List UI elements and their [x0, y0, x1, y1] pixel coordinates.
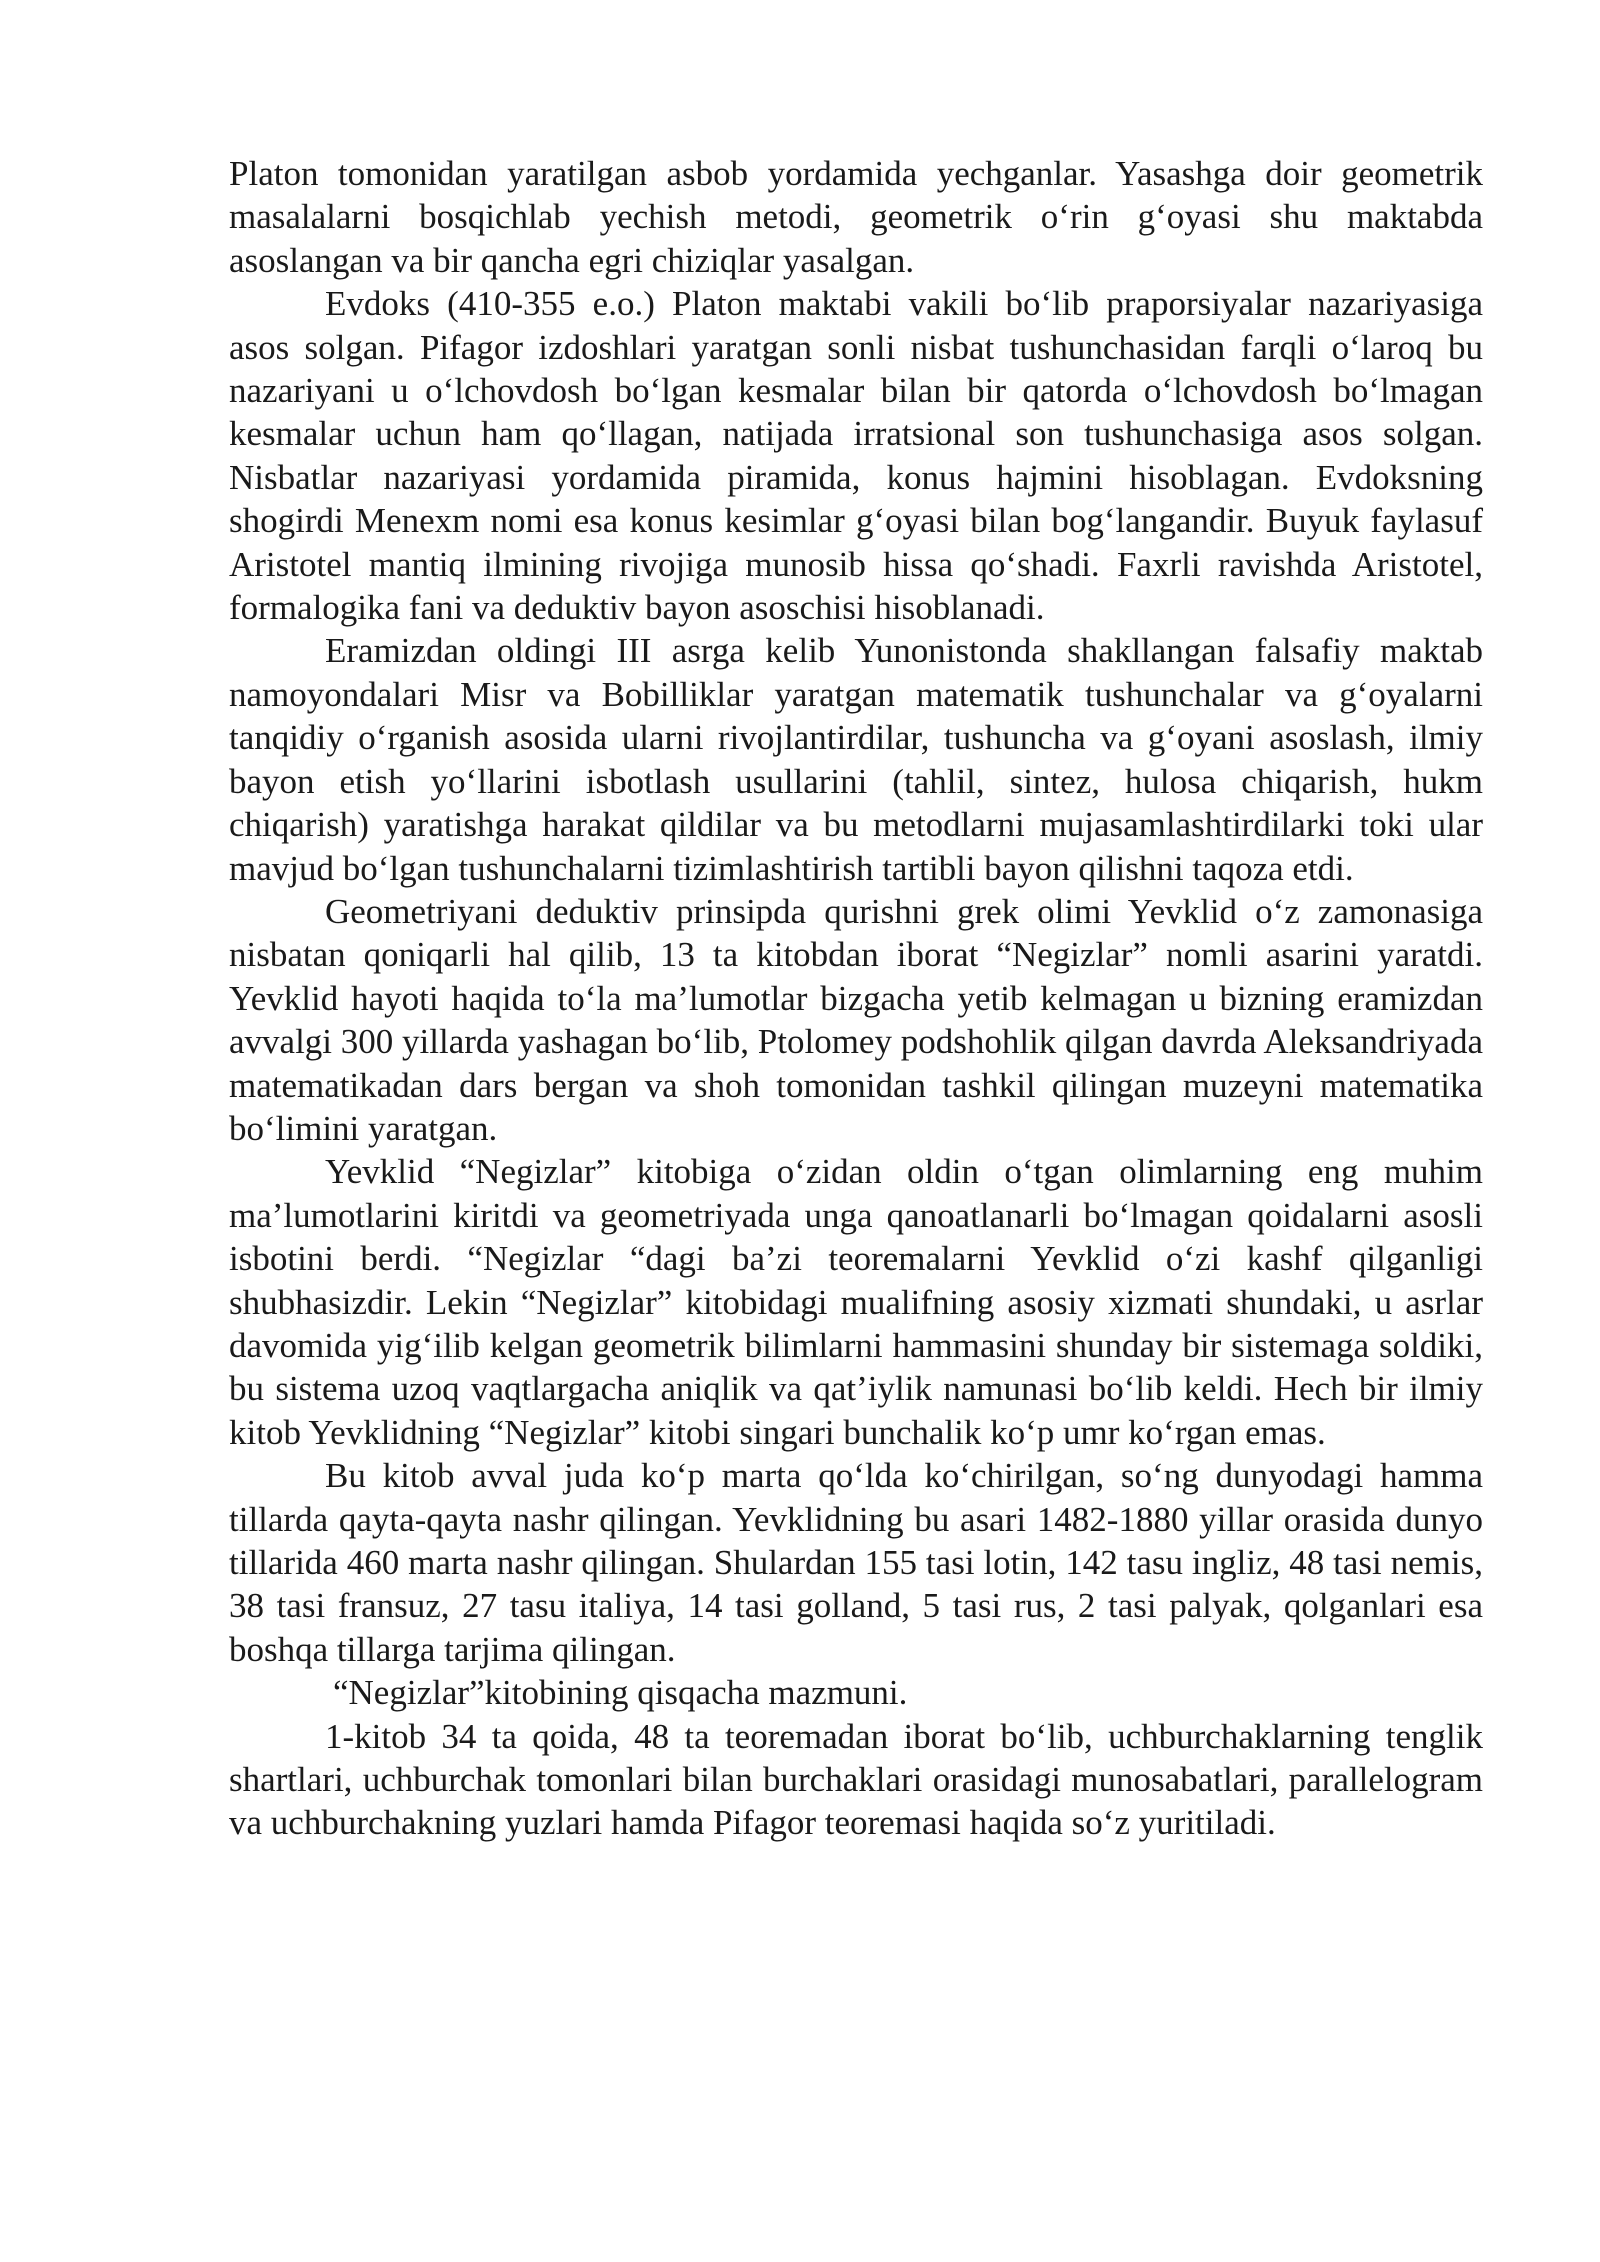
paragraph-platon-school: Platon tomonidan yaratilgan asbob yordamida yechganlar. Yasashga doir geometrik masalalarni bosqichlab yechish metodi, geometrik o‘rin g‘oyasi shu maktabda asoslangan va bir qancha egri chiziqlar yasalgan. — [229, 154, 1483, 280]
paragraph-book-one: 1-kitob 34 ta qoida, 48 ta teoremadan iborat bo‘lib, uchburchaklarning tenglik shartlari, uchburchak tomonlari bilan burchaklari orasidagi munosabatlari, parallelogram va uchburchakning yuzlari hamda Pifagor teoremasi haqida so‘z yuritiladi. — [229, 1716, 1483, 1843]
paragraph-greek-philosophy: Eramizdan oldingi III asrga kelib Yunonistonda shakllangan falsafiy maktab namoyondalari Misr va Bobilliklar yaratgan matematik tushunchalar va g‘oyalarni tanqidiy o‘rganish asosida ularni rivojlantirdilar, tushuncha va g‘oyani asoslash, ilmiy bayon etish yo‘llarini isbotlash usullarini (tahlil, sintez, hulosa chiqarish, hukm chiqarish) yaratishga harakat qildilar va bu metodlarni mujasamlashtirdilarki toki ular mavjud bo‘lgan tushunchalarni tizimlashtirish tartibli bayon qilishni taqoza etdi. — [229, 631, 1483, 888]
paragraph-evdoks: Evdoks (410-355 e.o.) Platon maktabi vakili bo‘lib praporsiyalar nazariyasiga asos solgan. Pifagor izdoshlari yaratgan sonli nisbat tushunchasidan farqli o‘laroq bu nazariyani u o‘lchovdosh bo‘lgan kesmalar bilan bir qatorda o‘lchovdosh bo‘lmagan kesmalar uchun ham qo‘llagan, natijada irratsional son tushunchasiga asos solgan. Nisbatlar nazariyasi yordamida piramida, konus hajmini hisoblagan. Evdoksning shogirdi Menexm nomi esa konus kesimlar g‘oyasi bilan bog‘langandir. Buyuk faylasuf Aristotel mantiq ilmining rivojiga munosib hissa qo‘shadi. Faxrli ravishda Aristotel, formalogika fani va deduktiv bayon asoschisi hisoblanadi. — [229, 284, 1483, 628]
document-page — [229, 152, 1483, 1845]
paragraph-publication-history: Bu kitob avval juda ko‘p marta qo‘lda ko‘chirilgan, so‘ng dunyodagi hamma tillarda qayta-qayta nashr qilingan. Yevklidning bu asari 1482-1880 yillar orasida dunyo tillarida 460 marta nashr qilingan. Shulardan 155 tasi lotin, 142 tasu ingliz, 48 tasi nemis, 38 tasi fransuz, 27 tasu italiya, 14 tasi golland, 5 tasi rus, 2 tasi palyak, qolganlari esa boshqa tillarga tarjima qilingan. — [229, 1456, 1483, 1669]
section-heading-summary: “Negizlar”kitobining qisqacha mazmuni. — [333, 1673, 908, 1713]
paragraph-negizlar-content: Yevklid “Negizlar” kitobiga o‘zidan oldin o‘tgan olimlarning eng muhim ma’lumotlarini kiritdi va geometriyada unga qanoatlanarli bo‘lmagan qoidalarni asosli isbotini berdi. “Negizlar “dagi ba’zi teoremalarni Yevklid o‘zi kashf qilganligi shubhasizdir. Lekin “Negizlar” kitobidagi mualifning asosiy xizmati shundaki, u asrlar davomida yig‘ilib kelgan geometrik bilimlarni hammasini shunday bir sistemaga soldiki, bu sistema uzoq vaqtlargacha aniqlik va qat’iylik namunasi bo‘lib keldi. Hech bir ilmiy kitob Yevklidning “Negizlar” kitobi singari bunchalik ko‘p umr ko‘rgan emas. — [229, 1152, 1483, 1452]
paragraph-yevklid-deductive: Geometriyani deduktiv prinsipda qurishni grek olimi Yevklid o‘z zamonasiga nisbatan qoniqarli hal qilib, 13 ta kitobdan iborat “Negizlar” nomli asarini yaratdi. Yevklid hayoti haqida to‘la ma’lumotlar bizgacha yetib kelmagan u bizning eramizdan avvalgi 300 yillarda yashagan bo‘lib, Ptolomey podshohlik qilgan davrda Aleksandriyada matematikadan dars bergan va shoh tomonidan tashkil qilingan muzeyni matematika bo‘limini yaratgan. — [229, 891, 1483, 1148]
